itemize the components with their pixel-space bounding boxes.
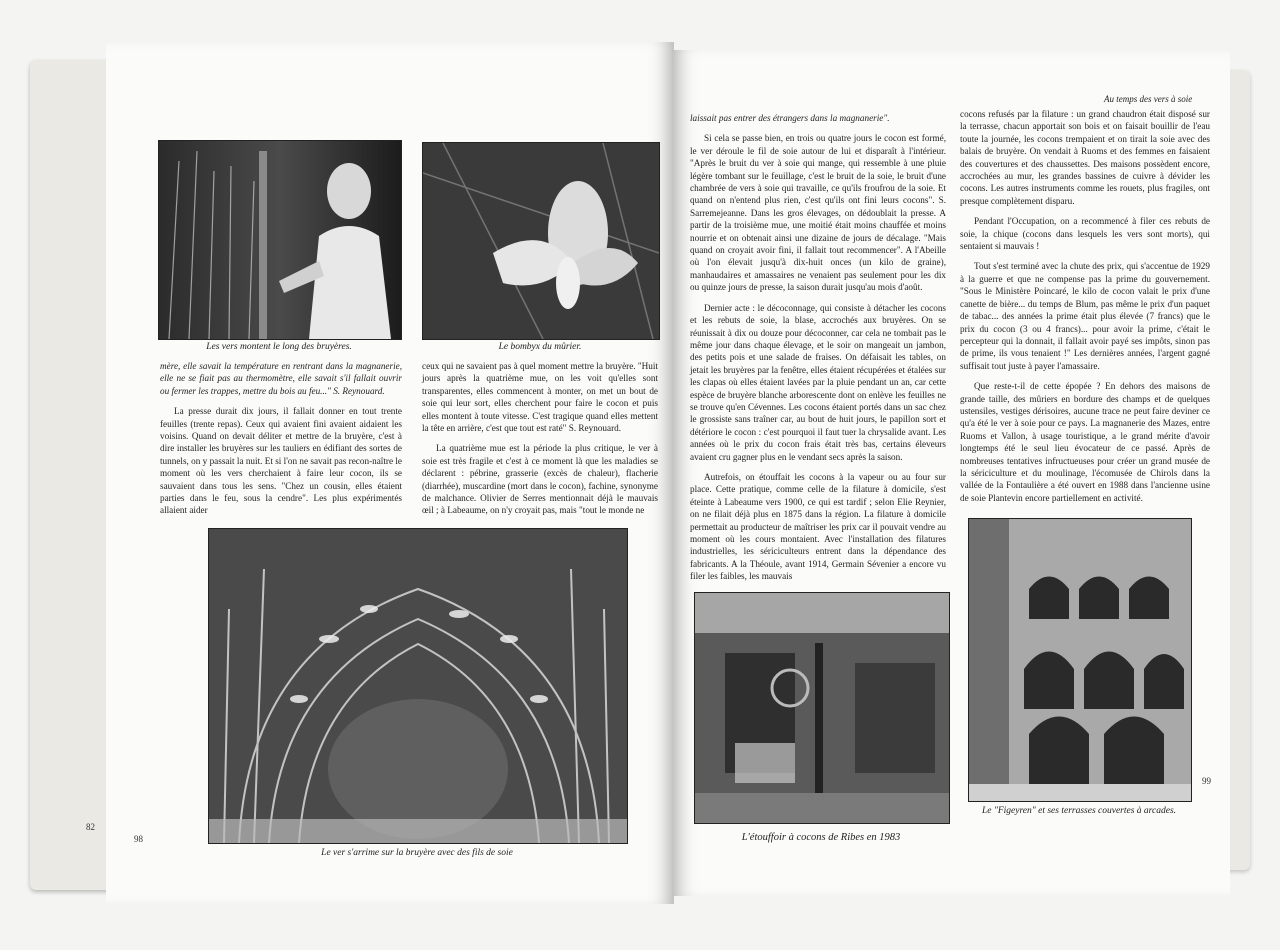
paragraph: Que reste-t-il de cette épopée ? En dehors des maisons de grande taille, des mûriers en bordure des champs et de quelques ustensiles, vestiges dérisoires, aucune trace ne peut faire deviner ce qu'a été le ver à soie pour ce pays. La magnanerie des Mazes, entre Ruoms et Vallon, à usage touristique, a le grand mérite d'avoir longtemps été le seul lieu évocateur de ce passé. Après de nombreuses tentatives infructueuses pour créer un grand musée de la sériciculture et du moulinage, l'écomusée de Chirols dans la vallée de la Fontaulière a été ouvert en 1988 dans l'ancienne usine de soie Plantevin encore partiellement en activité. (960, 381, 1210, 503)
photo-moth (422, 142, 660, 340)
page-number-left: 98 (134, 834, 143, 844)
left-column-2 (422, 360, 658, 525)
photo-worker (158, 140, 402, 340)
caption-etouffoir: L'étouffoir à cocons de Ribes en 1983 (741, 832, 901, 843)
right-column-1 (690, 112, 946, 591)
paragraph: Si cela se passe bien, en trois ou quatre jours le cocon est formé, le ver déroule le fil de soie autour de lui et disparaît à l'intérieur. "Après le bruit du ver à soie qui mange, qui ressemble à une pluie légère tombant sur le feuillage, c'est le bruit de la soie, le bruit d'une chambrée de vers à soie qui travaille, ce qu'ils froufrou de la soie. Et quand on n'entend plus rien, c'est qu'ils ont fini leurs cocons". S. Sarremejeanne. Dans les gros élevages, on dédoublait la presse. A partir de la troisième mue, une moitié était moins chauffée et moins nourrie et on obtenait ainsi une dizaine de jours de décalage. "Mais quand on croyait avoir fini, il fallait tout recommencer". A l'Abeille où l'on élevait jusqu'à dix-huit onces (un kilo de graine), manhaudaires et amassaires ne venaient pas seulement pour les dix ou quinze jours de presse, la saison durait jusqu'au mois d'août. (690, 133, 946, 293)
page-number-right: 99 (1202, 776, 1211, 786)
photo-tunnel (208, 528, 628, 844)
paragraph: Tout s'est terminé avec la chute des prix, qui s'accentue de 1929 à la guerre et que ne compense pas la prime du gouvernement. "Sous le Ministère Poincaré, le kilo de cocon valait le prix d'une canette de bière... du temps de Blum, pas même le prix d'un paquet de tabac... des années la prime était plus élevée (7 francs) que le prix du cocon (3 ou 4 francs)... pour avoir la prime, c'était le percepteur qui la donnait, il fallait avoir payé ses impôts, sinon pas de prime, ils vous tenaient !" Les dernières années, l'argent gagné suffisait tout juste à payer l'amassaire. (960, 261, 1210, 371)
photo-figeyren (968, 518, 1192, 802)
paragraph: cocons refusés par la filature : un grand chaudron était disposé sur la terrasse, chacun apportait son bois et on faisait bouillir de l'eau toute la journée, les cocons trempaient et on tirait la soie avec des balais de bruyère. On vendait à Ruoms et des femmes en faisaient des couvertures et des chaussettes. Des maisons possèdent encore, accrochées au mur, les grandes bassines de cuivre à dévider les cocons. Les autres instruments comme les rouets, plus fragiles, ont presque complètement disparu. (960, 109, 1210, 206)
left-page (106, 42, 674, 904)
paragraph: laissait pas entrer des étrangers dans la magnanerie". (690, 113, 890, 123)
paragraph: ceux qui ne savaient pas à quel moment mettre la bruyère. "Huit jours après la quatrième mue, on les voit qu'elles sont transparentes, elles commencent à monter, on met un bout de soie qui leur sort, elles cherchent pour faire le cocon et puis elles montent à toute vitesse. C'est tragique quand elles mettent la tête en arrière, c'est que tout est raté" S. Reynouard. (422, 361, 658, 434)
stack-page-number: 82 (86, 822, 95, 832)
caption-worker: Les vers montent le long des bruyères. (206, 342, 352, 352)
paragraph: La quatrième mue est la période la plus critique, le ver à soie est très fragile et c'est à ce moment là que les maladies se déclarent : pébrine, grasserie (excès de chaleur), flacherie (diarrhée), muscardine (mort dans le cocon), fachine, synonyme de malchance. Olivier de Serres mentionnait déjà le mauvais œil ; à Labeaume, on n'y croyait pas, mais "tout le monde ne (422, 443, 658, 516)
left-column-1 (160, 360, 402, 525)
paragraph: La presse durait dix jours, il fallait donner en tout trente feuilles (trente repas). Ceux qui avaient fini avaient aidaient les voisins. Quand on devait déliter et mettre de la bruyère, c'est à dire installer les bruyères sur les tauliers en édifiant des sortes de tunnels, on y passait la nuit. Et si l'on ne savait pas recon-naître le moment où les vers cherchaient à faire leur cocon, ils se sauvaient dans tous les sens. "Chez un cousin, elles étaient parties dans le feu, sous la cendre". Les plus expérimentés allaient aider (160, 406, 402, 516)
right-page (672, 50, 1230, 896)
caption-moth: Le bombyx du mûrier. (498, 342, 582, 352)
paragraph: Dernier acte : le décoconnage, qui consiste à détacher les cocons et les rebuts de soie, la blase, accrochés aux bruyères. On se réunissait à dix ou douze pour décoconner, car cela ne tombait pas le même jour dans chaque élevage, et le soir on mangeait un jambon, des petits pois et une salade de fraises. On défaisait les tables, on jetait les bruyères par la fenêtre, elles étaient récupérées et étalées sur les clapas où elles étaient lavées par la pluie pendant un an, car cette espèce de bruyère blanche arborescente dont on enlève les feuilles ne se trouve qu'en Cévennes. Les cocons étaient portés dans un sac chez le grossiste sans traîner car, au bout de huit jours, le papillon sort et détériore le cocon : c'est pourquoi il faut tuer la chrysalide avant. Les années où le prix du cocon frais était très bas, certains éleveurs avaient cru gagner plus en le vendant secs après la saison. (690, 302, 946, 462)
caption-tunnel: Le ver s'arrime sur la bruyère avec des fils de soie (321, 848, 513, 858)
right-column-2 (960, 108, 1210, 512)
running-head: Au temps des vers à soie (1104, 94, 1193, 104)
photo-etouffoir (694, 592, 950, 824)
paragraph: Pendant l'Occupation, on a recommencé à filer ces rebuts de soie, la chique (cocons dans lesquels les vers sont morts), qui sentaient si mauvais ! (960, 216, 1210, 252)
caption-figeyren: Le "Figeyren" et ses terrasses couvertes à arcades. (981, 806, 1177, 816)
paragraph: mère, elle savait la température en rentrant dans la magnanerie, elle ne se fiait pas au thermomètre, elle savait s'il fallait ouvrir ou fermer les trappes, mettre du bois au feu..." S. Reynouard. (160, 361, 402, 396)
paragraph: Autrefois, on étouffait les cocons à la vapeur ou au four sur place. Cette pratique, comme celle de la filature à domicile, s'est éteinte à Labeaume vers 1900, ce qui est tardif ; selon Elie Reynier, on ne filait déjà plus en 1875 dans la région. La filature à domicile permettait au producteur de maîtriser les prix car il pouvait vendre au moment où les cours montaient. Avec l'installation des filatures industrielles, les sériciculteurs entrent dans la dépendance des fabricants. A la Théoule, avant 1914, Germain Sévenier a encore vu filer les faibles, les mauvais (690, 471, 946, 582)
